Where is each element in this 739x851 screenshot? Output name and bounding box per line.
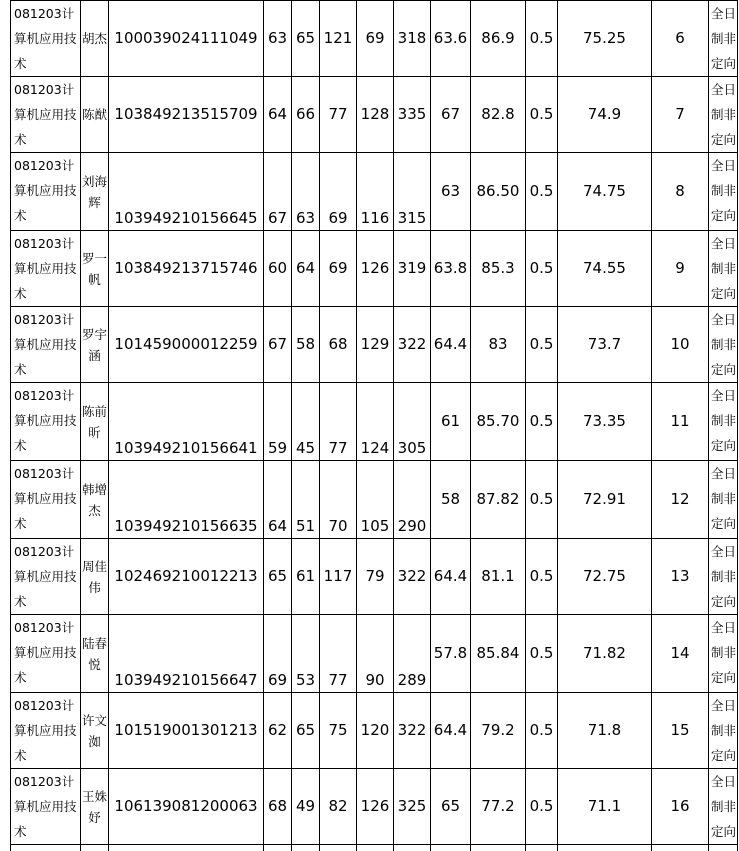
empty-cell xyxy=(292,845,320,851)
final-score-cell: 72.75 xyxy=(558,539,652,615)
course2-score-cell: 79 xyxy=(357,539,394,615)
table-row xyxy=(11,77,738,153)
course1-score-cell: 68 xyxy=(320,307,357,383)
weight-cell: 0.5 xyxy=(526,539,558,615)
final-score-cell: 71.8 xyxy=(558,693,652,769)
major-cell: 081203计算机应用技术 xyxy=(11,307,81,383)
major-cell: 081203计算机应用技术 xyxy=(11,1,81,77)
retest-score-cell: 86.50 xyxy=(471,153,526,231)
major-cell: 081203计算机应用技术 xyxy=(11,383,81,461)
study-mode-cell: 全日制非定向 xyxy=(709,769,738,845)
empty-cell xyxy=(394,845,431,851)
empty-cell xyxy=(81,845,109,851)
course1-score-cell: 69 xyxy=(320,231,357,307)
course2-score-cell: 120 xyxy=(357,693,394,769)
exam-id-cell: 103949210156647 xyxy=(109,615,264,693)
english-score-cell: 66 xyxy=(292,77,320,153)
course2-score-cell: 69 xyxy=(357,1,394,77)
politics-score-cell: 67 xyxy=(264,153,292,231)
prelim-converted-cell: 63 xyxy=(431,153,471,231)
english-score-cell: 65 xyxy=(292,1,320,77)
course1-score-cell: 121 xyxy=(320,1,357,77)
weight-cell: 0.5 xyxy=(526,1,558,77)
final-score-cell: 74.9 xyxy=(558,77,652,153)
course1-score-cell: 77 xyxy=(320,615,357,693)
study-mode-cell: 全日制非定向 xyxy=(709,153,738,231)
study-mode-cell: 全日制非定向 xyxy=(709,231,738,307)
prelim-converted-cell: 57.8 xyxy=(431,615,471,693)
course2-score-cell: 105 xyxy=(357,461,394,539)
weight-cell: 0.5 xyxy=(526,77,558,153)
total-score-cell: 315 xyxy=(394,153,431,231)
english-score-cell: 61 xyxy=(292,539,320,615)
final-score-cell: 71.1 xyxy=(558,769,652,845)
table-row xyxy=(11,539,738,615)
table-row xyxy=(11,769,738,845)
candidate-name-cell: 刘海辉 xyxy=(81,153,109,231)
weight-cell: 0.5 xyxy=(526,693,558,769)
table-row xyxy=(11,1,738,77)
english-score-cell: 64 xyxy=(292,231,320,307)
rank-cell: 7 xyxy=(652,77,709,153)
rank-cell: 11 xyxy=(652,383,709,461)
politics-score-cell: 64 xyxy=(264,461,292,539)
english-score-cell: 51 xyxy=(292,461,320,539)
empty-cell xyxy=(431,845,471,851)
course2-score-cell: 129 xyxy=(357,307,394,383)
prelim-converted-cell: 67 xyxy=(431,77,471,153)
retest-score-cell: 87.82 xyxy=(471,461,526,539)
politics-score-cell: 67 xyxy=(264,307,292,383)
table-row xyxy=(11,615,738,693)
empty-cell xyxy=(320,845,357,851)
candidate-name-cell: 周佳伟 xyxy=(81,539,109,615)
course1-score-cell: 77 xyxy=(320,77,357,153)
politics-score-cell: 60 xyxy=(264,231,292,307)
study-mode-cell: 全日制非定向 xyxy=(709,77,738,153)
weight-cell: 0.5 xyxy=(526,461,558,539)
retest-score-cell: 85.70 xyxy=(471,383,526,461)
exam-id-cell: 103949210156645 xyxy=(109,153,264,231)
course2-score-cell: 126 xyxy=(357,231,394,307)
total-score-cell: 318 xyxy=(394,1,431,77)
final-score-cell: 73.35 xyxy=(558,383,652,461)
course2-score-cell: 90 xyxy=(357,615,394,693)
course2-score-cell: 126 xyxy=(357,769,394,845)
study-mode-cell: 全日制非定向 xyxy=(709,539,738,615)
rank-cell: 12 xyxy=(652,461,709,539)
retest-score-cell: 86.9 xyxy=(471,1,526,77)
rank-cell: 10 xyxy=(652,307,709,383)
empty-cell xyxy=(709,845,738,851)
weight-cell: 0.5 xyxy=(526,769,558,845)
course2-score-cell: 124 xyxy=(357,383,394,461)
candidate-name-cell: 王姝妤 xyxy=(81,769,109,845)
final-score-cell: 74.75 xyxy=(558,153,652,231)
weight-cell: 0.5 xyxy=(526,307,558,383)
weight-cell: 0.5 xyxy=(526,231,558,307)
retest-score-cell: 85.84 xyxy=(471,615,526,693)
total-score-cell: 325 xyxy=(394,769,431,845)
politics-score-cell: 69 xyxy=(264,615,292,693)
table-row xyxy=(11,693,738,769)
candidate-name-cell: 陈猷 xyxy=(81,77,109,153)
prelim-converted-cell: 64.4 xyxy=(431,307,471,383)
retest-score-cell: 81.1 xyxy=(471,539,526,615)
english-score-cell: 58 xyxy=(292,307,320,383)
final-score-cell: 75.25 xyxy=(558,1,652,77)
major-cell: 081203计算机应用技术 xyxy=(11,153,81,231)
candidate-name-cell: 韩增杰 xyxy=(81,461,109,539)
politics-score-cell: 64 xyxy=(264,77,292,153)
course1-score-cell: 77 xyxy=(320,383,357,461)
major-cell: 081203计算机应用技术 xyxy=(11,231,81,307)
table-row xyxy=(11,231,738,307)
major-cell: 081203计算机应用技术 xyxy=(11,461,81,539)
prelim-converted-cell: 61 xyxy=(431,383,471,461)
prelim-converted-cell: 58 xyxy=(431,461,471,539)
final-score-cell: 74.55 xyxy=(558,231,652,307)
exam-id-cell: 101459000012259 xyxy=(109,307,264,383)
empty-cell xyxy=(109,845,264,851)
rank-cell: 14 xyxy=(652,615,709,693)
weight-cell: 0.5 xyxy=(526,153,558,231)
candidate-name-cell: 陈前昕 xyxy=(81,383,109,461)
final-score-cell: 72.91 xyxy=(558,461,652,539)
final-score-cell: 73.7 xyxy=(558,307,652,383)
weight-cell: 0.5 xyxy=(526,383,558,461)
total-score-cell: 290 xyxy=(394,461,431,539)
empty-cell xyxy=(11,845,81,851)
weight-cell: 0.5 xyxy=(526,615,558,693)
rank-cell: 6 xyxy=(652,1,709,77)
study-mode-cell: 全日制非定向 xyxy=(709,383,738,461)
course1-score-cell: 69 xyxy=(320,153,357,231)
major-cell: 081203计算机应用技术 xyxy=(11,769,81,845)
politics-score-cell: 65 xyxy=(264,539,292,615)
retest-score-cell: 79.2 xyxy=(471,693,526,769)
empty-cell xyxy=(357,845,394,851)
course1-score-cell: 117 xyxy=(320,539,357,615)
total-score-cell: 322 xyxy=(394,307,431,383)
rank-cell: 16 xyxy=(652,769,709,845)
empty-cell xyxy=(471,845,526,851)
candidate-name-cell: 胡杰 xyxy=(81,1,109,77)
course2-score-cell: 128 xyxy=(357,77,394,153)
major-cell: 081203计算机应用技术 xyxy=(11,615,81,693)
table-row xyxy=(11,461,738,539)
candidate-name-cell: 罗一帆 xyxy=(81,231,109,307)
exam-id-cell: 102469210012213 xyxy=(109,539,264,615)
table-body xyxy=(11,1,738,851)
candidate-name-cell: 罗宇涵 xyxy=(81,307,109,383)
course1-score-cell: 75 xyxy=(320,693,357,769)
total-score-cell: 305 xyxy=(394,383,431,461)
exam-id-cell: 101519001301213 xyxy=(109,693,264,769)
exam-id-cell: 103849213515709 xyxy=(109,77,264,153)
major-cell: 081203计算机应用技术 xyxy=(11,77,81,153)
study-mode-cell: 全日制非定向 xyxy=(709,307,738,383)
study-mode-cell: 全日制非定向 xyxy=(709,615,738,693)
rank-cell: 13 xyxy=(652,539,709,615)
study-mode-cell: 全日制非定向 xyxy=(709,1,738,77)
rank-cell: 8 xyxy=(652,153,709,231)
english-score-cell: 65 xyxy=(292,693,320,769)
total-score-cell: 335 xyxy=(394,77,431,153)
rank-cell: 15 xyxy=(652,693,709,769)
empty-cell xyxy=(652,845,709,851)
table-row xyxy=(11,153,738,231)
prelim-converted-cell: 63.8 xyxy=(431,231,471,307)
politics-score-cell: 63 xyxy=(264,1,292,77)
course2-score-cell: 116 xyxy=(357,153,394,231)
exam-id-cell: 103949210156635 xyxy=(109,461,264,539)
retest-score-cell: 85.3 xyxy=(471,231,526,307)
english-score-cell: 53 xyxy=(292,615,320,693)
english-score-cell: 49 xyxy=(292,769,320,845)
study-mode-cell: 全日制非定向 xyxy=(709,461,738,539)
major-cell: 081203计算机应用技术 xyxy=(11,539,81,615)
retest-score-cell: 77.2 xyxy=(471,769,526,845)
prelim-converted-cell: 65 xyxy=(431,769,471,845)
exam-id-cell: 106139081200063 xyxy=(109,769,264,845)
total-score-cell: 289 xyxy=(394,615,431,693)
candidate-name-cell: 陆春悦 xyxy=(81,615,109,693)
total-score-cell: 319 xyxy=(394,231,431,307)
empty-cell xyxy=(526,845,558,851)
total-score-cell: 322 xyxy=(394,539,431,615)
politics-score-cell: 62 xyxy=(264,693,292,769)
prelim-converted-cell: 63.6 xyxy=(431,1,471,77)
table-row xyxy=(11,307,738,383)
empty-cell xyxy=(264,845,292,851)
english-score-cell: 45 xyxy=(292,383,320,461)
prelim-converted-cell: 64.4 xyxy=(431,539,471,615)
exam-id-cell: 100039024111049 xyxy=(109,1,264,77)
major-cell: 081203计算机应用技术 xyxy=(11,693,81,769)
english-score-cell: 63 xyxy=(292,153,320,231)
final-score-cell: 71.82 xyxy=(558,615,652,693)
study-mode-cell: 全日制非定向 xyxy=(709,693,738,769)
rank-cell: 9 xyxy=(652,231,709,307)
table-row-partial xyxy=(11,845,738,851)
table-row xyxy=(11,383,738,461)
exam-id-cell: 103949210156641 xyxy=(109,383,264,461)
prelim-converted-cell: 64.4 xyxy=(431,693,471,769)
total-score-cell: 322 xyxy=(394,693,431,769)
politics-score-cell: 68 xyxy=(264,769,292,845)
retest-score-cell: 82.8 xyxy=(471,77,526,153)
retest-score-cell: 83 xyxy=(471,307,526,383)
empty-cell xyxy=(558,845,652,851)
admission-score-table xyxy=(10,0,738,851)
course1-score-cell: 82 xyxy=(320,769,357,845)
politics-score-cell: 59 xyxy=(264,383,292,461)
course1-score-cell: 70 xyxy=(320,461,357,539)
exam-id-cell: 103849213715746 xyxy=(109,231,264,307)
candidate-name-cell: 许文洳 xyxy=(81,693,109,769)
